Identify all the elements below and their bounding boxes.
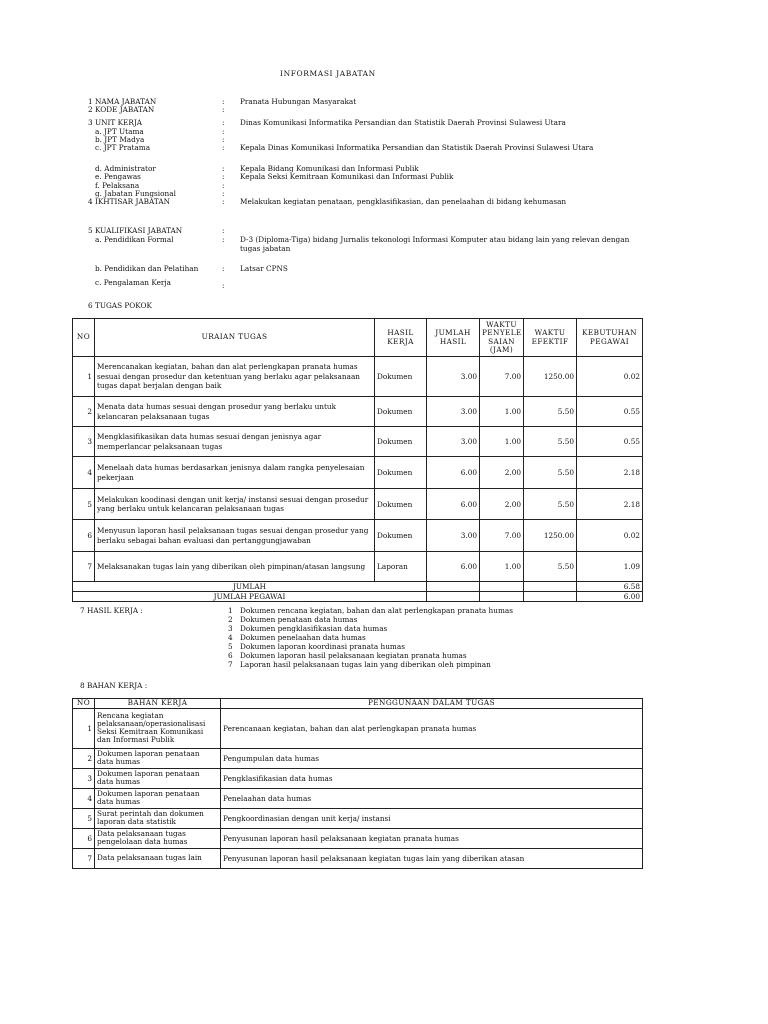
table-row <box>73 748 643 768</box>
task-staff-need: 0.02 <box>577 357 643 397</box>
task-quantity: 6.00 <box>427 552 480 582</box>
table-row <box>73 788 643 808</box>
colon: : <box>222 118 225 127</box>
material-name: Rencana kegiatan pelaksanaan/operasionalisasi Seksi Kemitraan Komunikasi dan Informasi Publik <box>95 708 221 748</box>
result-item: Dokumen pengklasifikasian data humas <box>240 624 388 633</box>
result-number: 2 <box>228 615 233 624</box>
total-row <box>73 582 643 592</box>
colon: : <box>222 226 225 235</box>
task-description: Menata data humas sesuai dengan prosedur yang berlaku untuk kelancaran pelaksanaan tugas <box>95 397 375 427</box>
table-row <box>73 768 643 788</box>
pegawai-row <box>73 592 643 602</box>
material-name: Data pelaksanaan tugas pengelolaan data humas <box>95 828 221 848</box>
empty-cell <box>524 592 577 602</box>
task-description: Menyusun laporan hasil pelaksanaan tugas sesuai dengan prosedur yang berlaku sebagai bahan evaluasi dan pertanggungjawaban <box>95 520 375 552</box>
result-item: Dokumen laporan koordinasi pranata humas <box>240 642 405 651</box>
header-jumlah-hasil: JUMLAH HASIL <box>427 319 480 357</box>
material-usage: Penyusunan laporan hasil pelaksanaan kegiatan pranata humas <box>221 828 643 848</box>
value-unit-kerja: Dinas Komunikasi Informatika Persandian dan Statistik Daerah Provinsi Sulawesi Utara <box>240 118 566 127</box>
row-number: 6 <box>73 520 95 552</box>
value-jpt-pratama: Kepala Dinas Komunikasi Informatika Persandian dan Statistik Daerah Provinsi Sulawesi Utara <box>240 143 594 152</box>
colon: : <box>222 197 225 206</box>
result-number: 3 <box>228 624 233 633</box>
task-result: Dokumen <box>375 520 427 552</box>
task-result: Dokumen <box>375 397 427 427</box>
label-ikhtisar-jabatan: 4 IKHTISAR JABATAN <box>88 197 171 206</box>
label-pengawas: e. Pengawas <box>95 172 141 181</box>
task-description: Mengklasifikasikan data humas sesuai dengan jenisnya agar memperlancar pelaksanaan tugas <box>95 427 375 457</box>
task-staff-need: 0.02 <box>577 520 643 552</box>
label-pendidikan-pelatihan: b. Pendidikan dan Pelatihan <box>95 264 199 273</box>
header-penggunaan: PENGGUNAAN DALAM TUGAS <box>221 699 643 709</box>
task-time: 2.00 <box>480 457 524 489</box>
row-number: 6 <box>73 828 95 848</box>
value-administrator: Kepala Bidang Komunikasi dan Informasi Publik <box>240 164 419 173</box>
colon: : <box>222 281 225 290</box>
label-pendidikan-formal: a. Pendidikan Formal <box>95 235 174 244</box>
task-time: 2.00 <box>480 489 524 520</box>
value-pendidikan-pelatihan: Latsar CPNS <box>240 264 288 273</box>
task-staff-need: 0.55 <box>577 427 643 457</box>
task-time: 7.00 <box>480 520 524 552</box>
task-quantity: 6.00 <box>427 457 480 489</box>
colon: : <box>222 135 225 144</box>
header-uraian-tugas: URAIAN TUGAS <box>95 319 375 357</box>
empty-cell <box>480 592 524 602</box>
task-result: Dokumen <box>375 457 427 489</box>
material-name: Surat perintah dan dokumen laporan data statistik <box>95 808 221 828</box>
task-effective-time: 5.50 <box>524 489 577 520</box>
header-no: NO <box>73 699 95 709</box>
total-value: 6.58 <box>577 582 643 592</box>
table-row <box>73 427 643 457</box>
table-row <box>73 489 643 520</box>
row-number: 5 <box>73 808 95 828</box>
label-kode-jabatan: 2 KODE JABATAN <box>88 105 155 114</box>
task-quantity: 3.00 <box>427 397 480 427</box>
row-number: 5 <box>73 489 95 520</box>
row-number: 7 <box>73 848 95 868</box>
task-result: Dokumen <box>375 427 427 457</box>
result-number: 5 <box>228 642 233 651</box>
result-item: Dokumen rencana kegiatan, bahan dan alat perlengkapan pranata humas <box>240 606 513 615</box>
task-effective-time: 5.50 <box>524 397 577 427</box>
task-time: 1.00 <box>480 552 524 582</box>
task-result: Dokumen <box>375 489 427 520</box>
label-jpt-utama: a. JPT Utama <box>95 127 144 136</box>
empty-cell <box>524 582 577 592</box>
empty-cell <box>427 582 480 592</box>
colon: : <box>222 97 225 106</box>
material-name: Dokumen laporan penataan data humas <box>95 768 221 788</box>
task-effective-time: 5.50 <box>524 427 577 457</box>
result-number: 7 <box>228 660 233 669</box>
total-label: JUMLAH <box>73 582 427 592</box>
header-waktu-penyelesaian: WAKTU PENYELE SAIAN (JAM) <box>480 319 524 357</box>
colon: : <box>222 189 225 198</box>
table-row <box>73 457 643 489</box>
row-number: 2 <box>73 748 95 768</box>
row-number: 3 <box>73 768 95 788</box>
task-description: Melakukan koodinasi dengan unit kerja/ instansi sesuai dengan prosedur yang berlaku untuk kelancaran pelaksanaan tugas <box>95 489 375 520</box>
task-description: Merencanakan kegiatan, bahan dan alat perlengkapan pranata humas sesuai dengan prosedur dan ketentuan yang berlaku agar pelaksanaan tugas dapat berjalan dengan baik <box>95 357 375 397</box>
task-staff-need: 0.55 <box>577 397 643 427</box>
material-usage: Perencanaan kegiatan, bahan dan alat perlengkapan pranata humas <box>221 708 643 748</box>
label-kualifikasi-jabatan: 5 KUALIFIKASI JABATAN <box>88 226 183 235</box>
result-item: Dokumen penataan data humas <box>240 615 358 624</box>
material-usage: Penelaahan data humas <box>221 788 643 808</box>
material-usage: Penyusunan laporan hasil pelaksanaan kegiatan tugas lain yang diberikan atasan <box>221 848 643 868</box>
header-kebutuhan-pegawai: KEBUTUHAN PEGAWAI <box>577 319 643 357</box>
row-number: 1 <box>73 708 95 748</box>
label-pengalaman-kerja: c. Pengalaman Kerja <box>95 278 171 287</box>
colon: : <box>222 172 225 181</box>
result-number: 6 <box>228 651 233 660</box>
header-bahan-kerja: BAHAN KERJA <box>95 699 221 709</box>
task-effective-time: 5.50 <box>524 457 577 489</box>
colon: : <box>222 181 225 190</box>
colon: : <box>222 127 225 136</box>
label-jpt-madya: b. JPT Madya <box>95 135 145 144</box>
table-row <box>73 520 643 552</box>
material-usage: Pengklasifikasian data humas <box>221 768 643 788</box>
table-row <box>73 357 643 397</box>
colon: : <box>222 105 225 114</box>
result-number: 1 <box>228 606 233 615</box>
task-staff-need: 2.18 <box>577 457 643 489</box>
value-nama-jabatan: Pranata Hubungan Masyarakat <box>240 97 357 106</box>
label-jabatan-fungsional: g. Jabatan Fungsional <box>95 189 176 198</box>
table-row <box>73 848 643 868</box>
value-pengawas: Kepala Seksi Kemitraan Komunikasi dan Informasi Publik <box>240 172 454 181</box>
pegawai-label: JUMLAH PEGAWAI <box>73 592 427 602</box>
pegawai-value: 6.00 <box>577 592 643 602</box>
header-no: NO <box>73 319 95 357</box>
task-quantity: 3.00 <box>427 427 480 457</box>
task-time: 1.00 <box>480 427 524 457</box>
table-row <box>73 708 643 748</box>
row-number: 1 <box>73 357 95 397</box>
table-row <box>73 808 643 828</box>
result-item: Dokumen laporan hasil pelaksanaan kegiatan pranata humas <box>240 651 467 660</box>
row-number: 2 <box>73 397 95 427</box>
task-result: Dokumen <box>375 357 427 397</box>
task-effective-time: 5.50 <box>524 552 577 582</box>
bahan-kerja-table <box>72 698 643 869</box>
material-name: Dokumen laporan penataan data humas <box>95 748 221 768</box>
material-usage: Pengumpulan data humas <box>221 748 643 768</box>
empty-cell <box>427 592 480 602</box>
material-name: Data pelaksanaan tugas lain <box>95 848 221 868</box>
task-description: Menelaah data humas berdasarkan jenisnya dalam rangka penyelesaian pekerjaan <box>95 457 375 489</box>
result-item: Laporan hasil pelaksanaan tugas lain yang diberikan oleh pimpinan <box>240 660 491 669</box>
task-time: 1.00 <box>480 397 524 427</box>
colon: : <box>222 143 225 152</box>
table-row <box>73 397 643 427</box>
task-effective-time: 1250.00 <box>524 357 577 397</box>
label-tugas-pokok: 6 TUGAS POKOK <box>88 301 152 310</box>
label-pelaksana: f. Pelaksana <box>95 181 140 190</box>
result-item: Dokumen penelaahan data humas <box>240 633 366 642</box>
row-number: 4 <box>73 788 95 808</box>
label-jpt-pratama: c. JPT Pratama <box>95 143 151 152</box>
task-description: Melaksanakan tugas lain yang diberikan oleh pimpinan/atasan langsung <box>95 552 375 582</box>
result-number: 4 <box>228 633 233 642</box>
material-name: Dokumen laporan penataan data humas <box>95 788 221 808</box>
row-number: 4 <box>73 457 95 489</box>
value-pendidikan-formal: D-3 (Diploma-Tiga) bidang Jurnalis tekonologi Informasi Komputer atau bidang lain yang relevan dengan tugas jabatan <box>240 235 630 253</box>
table-row <box>73 828 643 848</box>
label-administrator: d. Administrator <box>95 164 156 173</box>
task-quantity: 3.00 <box>427 520 480 552</box>
header-waktu-efektif: WAKTU EFEKTIF <box>524 319 577 357</box>
task-quantity: 6.00 <box>427 489 480 520</box>
label-nama-jabatan: 1 NAMA JABATAN <box>88 97 157 106</box>
task-staff-need: 2.18 <box>577 489 643 520</box>
colon: : <box>222 235 225 244</box>
empty-cell <box>480 582 524 592</box>
row-number: 7 <box>73 552 95 582</box>
material-usage: Pengkoordinasian dengan unit kerja/ instansi <box>221 808 643 828</box>
task-staff-need: 1.09 <box>577 552 643 582</box>
colon: : <box>222 164 225 173</box>
label-hasil-kerja: 7 HASIL KERJA : <box>80 606 143 615</box>
colon: : <box>222 264 225 273</box>
task-time: 7.00 <box>480 357 524 397</box>
row-number: 3 <box>73 427 95 457</box>
label-bahan-kerja: 8 BAHAN KERJA : <box>80 681 148 690</box>
table-row <box>73 552 643 582</box>
task-result: Laporan <box>375 552 427 582</box>
header-hasil-kerja: HASIL KERJA <box>375 319 427 357</box>
value-ikhtisar-jabatan: Melakukan kegiatan penataan, pengklasifikasian, dan penelaahan di bidang kehumasan <box>240 197 567 206</box>
label-unit-kerja: 3 UNIT KERJA <box>88 118 143 127</box>
task-effective-time: 1250.00 <box>524 520 577 552</box>
document-title: INFORMASI JABATAN <box>280 69 376 78</box>
tugas-pokok-table <box>72 318 643 602</box>
task-quantity: 3.00 <box>427 357 480 397</box>
